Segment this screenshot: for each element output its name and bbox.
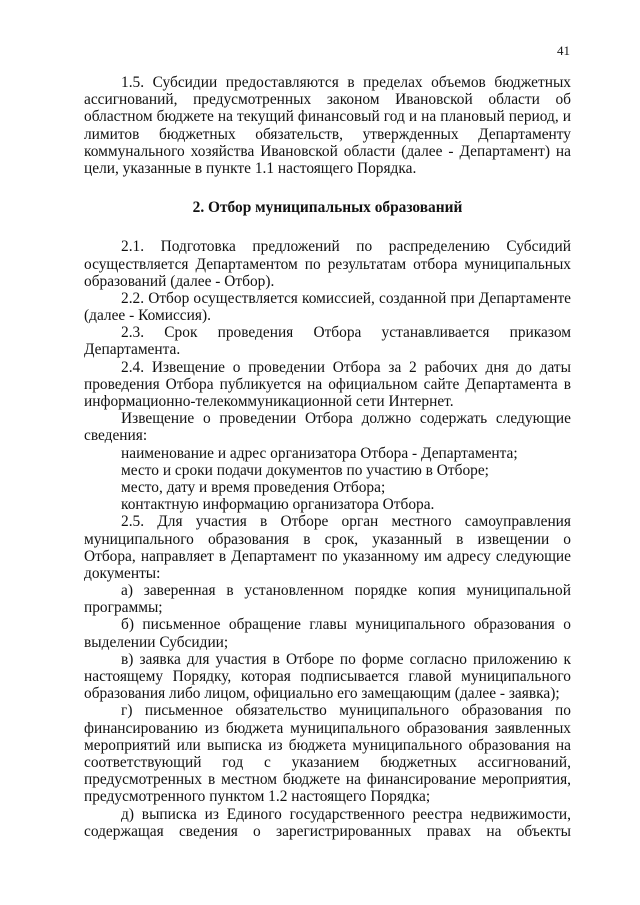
text-line: 2.3. Срок проведения Отбора устанавливается приказом — [121, 324, 571, 342]
text-line: мероприятий или выписка из бюджета муниципального образования на — [84, 736, 571, 754]
text-line: б) письменное обращение главы муниципального образования о — [121, 616, 571, 634]
item-a — [84, 582, 571, 616]
text-line: 2.1. Подготовка предложений по распределению Субсидий — [121, 238, 571, 256]
text-line: соответствующий год с указанием бюджетных ассигнований, — [84, 753, 571, 771]
text-line: финансированию из бюджета муниципального образования заявленных — [84, 719, 571, 737]
text-line: образований (далее - Отбор). — [84, 272, 275, 290]
text-line: информационно-телекоммуникационной сети Интернет. — [84, 393, 454, 410]
text-line: ассигнований, предусмотренных законом Ивановской области об — [84, 91, 571, 109]
text-line: 2.5. Для участия в Отборе орган местного самоуправления — [121, 513, 571, 531]
list-item: место и сроки подачи документов по участию в Отборе; — [121, 461, 489, 479]
paragraph-1-5 — [84, 74, 571, 177]
text-line: 2.4. Извещение о проведении Отбора за 2 рабочих дня до даты — [121, 358, 571, 376]
item-g — [84, 702, 571, 805]
text-line: Департамента. — [84, 341, 181, 359]
text-line: содержащая сведения о зарегистрированных правах на объекты — [84, 822, 571, 840]
item-v — [84, 651, 571, 703]
text-line: программы; — [84, 599, 163, 617]
text-line: предусмотренных в местном бюджете на финансирование мероприятия, — [84, 771, 571, 789]
text-line: а) заверенная в установленном порядке копия муниципальной — [121, 582, 571, 600]
text-line: в) заявка для участия в Отборе по форме согласно приложению к — [121, 650, 571, 668]
document-body — [84, 74, 571, 840]
list-item: место, дату и время проведения Отбора; — [121, 478, 386, 496]
text-line: лимитов бюджетных обязательств, утвержденных Департаменту — [84, 125, 571, 143]
text-line: осуществляется Департаментом по результатам отбора муниципальных — [84, 255, 571, 273]
text-line: г) письменное обязательство муниципального образования по — [121, 702, 571, 720]
notice-items-list — [84, 445, 571, 514]
section-heading: 2. Отбор муниципальных образований — [192, 199, 463, 217]
text-line: проведения Отбора публикуется на официальном сайте Департамента в — [84, 375, 571, 393]
list-item: наименование и адрес организатора Отбора - Департамента; — [121, 444, 518, 462]
text-line: цели, указанные в пункте 1.1 настоящего Порядка. — [84, 159, 417, 177]
paragraph-2-1 — [84, 238, 571, 290]
text-line: областном бюджете на текущий финансовый год и на плановый период, и — [84, 108, 571, 126]
text-line: 2.2. Отбор осуществляется комиссией, созданной при Департаменте — [121, 289, 571, 307]
item-d — [84, 806, 571, 840]
paragraph-2-5 — [84, 513, 571, 582]
text-line: коммунального хозяйства Ивановской области (далее - Департамент) на — [84, 142, 571, 160]
text-line: предусмотренного пунктом 1.2 настоящего Порядка; — [84, 788, 431, 806]
page-number: 41 — [557, 43, 570, 58]
text-line: настоящему Порядку, которая подписывается главой муниципального — [84, 668, 571, 685]
text-line: выделении Субсидии; — [84, 633, 229, 651]
text-line: (далее - Комиссия). — [84, 307, 211, 325]
text-line: 1.5. Субсидии предоставляются в пределах объемов бюджетных — [121, 74, 571, 91]
text-line: муниципального образования в срок, указанный в извещении о — [84, 530, 571, 548]
text-line: образования либо лицом, официально его замещающим (далее - заявка); — [84, 685, 560, 703]
list-item: контактную информацию организатора Отбора. — [121, 496, 435, 514]
text-line: д) выписка из Единого государственного реестра недвижимости, — [121, 805, 571, 823]
text-line: сведения: — [84, 427, 148, 445]
paragraph-2-2 — [84, 290, 571, 324]
text-line: документы: — [84, 564, 161, 582]
item-b — [84, 616, 571, 650]
text-line: Отбора, направляет в Департамент по указанному им адресу следующие — [84, 547, 571, 565]
paragraph-2-3 — [84, 324, 571, 358]
text-line: Извещение о проведении Отбора должно содержать следующие — [121, 410, 571, 428]
paragraph-notice — [84, 410, 571, 444]
paragraph-2-4 — [84, 359, 571, 411]
